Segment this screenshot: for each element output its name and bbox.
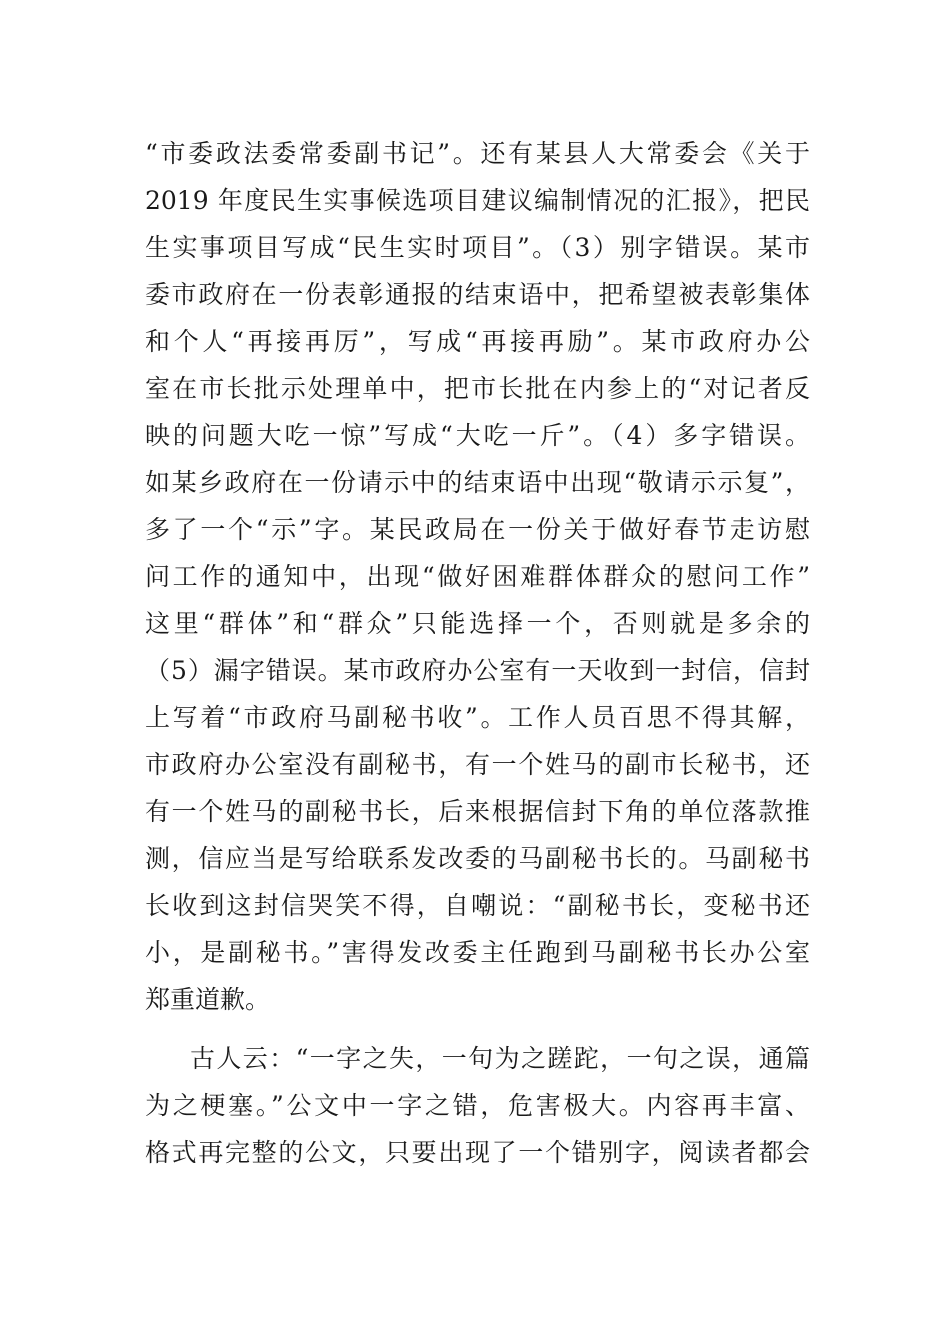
text-line: 多了一个“示”字。某民政局在一份关于做好春节走访慰 [145,515,810,544]
text-line: 上写着“市政府马副秘书收”。工作人员百思不得其解， [145,703,810,732]
text-line: 有一个姓马的副秘书长，后来根据信封下角的单位落款推 [145,797,810,826]
text-line: 测，信应当是写给联系发改委的马副秘书长的。马副秘书 [145,844,810,873]
text-line: 郑重道歉。 [145,985,271,1014]
text-line: 长收到这封信哭笑不得，自嘲说：“副秘书长，变秘书还 [145,891,810,920]
text-line: 问工作的通知中，出现“做好困难群体群众的慰问工作” [145,562,810,591]
text-line: 为之梗塞。”公文中一字之错，危害极大。内容再丰富、 [145,1091,810,1120]
text-line: 生实事项目写成“民生实时项目”。（3）别字错误。某市 [145,233,810,262]
text-line: 委市政府在一份表彰通报的结束语中，把希望被表彰集体 [145,280,810,309]
text-line: 市政府办公室没有副秘书，有一个姓马的副市长秘书，还 [145,750,810,779]
text-line: 格式再完整的公文，只要出现了一个错别字，阅读者都会 [145,1138,810,1167]
text-line: 小，是副秘书。”害得发改委主任跑到马副秘书长办公室 [145,938,810,967]
text-line: （5）漏字错误。某市政府办公室有一天收到一封信，信封 [145,656,810,685]
text-line: 映的问题大吃一惊”写成“大吃一斤”。（4）多字错误。 [145,421,810,450]
text-line: 室在市长批示处理单中，把市长批在内参上的“对记者反 [145,374,810,403]
body-text [145,130,810,1176]
text-line: 这里“群体”和“群众”只能选择一个，否则就是多余的 [145,609,810,638]
text-line: 2019 年度民生实事候选项目建议编制情况的汇报》，把民 [145,186,810,215]
paragraph-1 [145,130,810,1023]
paragraph-2 [145,1035,810,1176]
text-line: 如某乡政府在一份请示中的结束语中出现“敬请示示复”， [145,468,810,497]
text-line: “市委政法委常委副书记”。还有某县人大常委会《关于 [145,139,810,168]
text-line: 和个人“再接再厉”，写成“再接再励”。某市政府办公 [145,327,810,356]
text-line: 古人云：“一字之失，一句为之蹉跎，一句之误，通篇 [190,1044,810,1073]
